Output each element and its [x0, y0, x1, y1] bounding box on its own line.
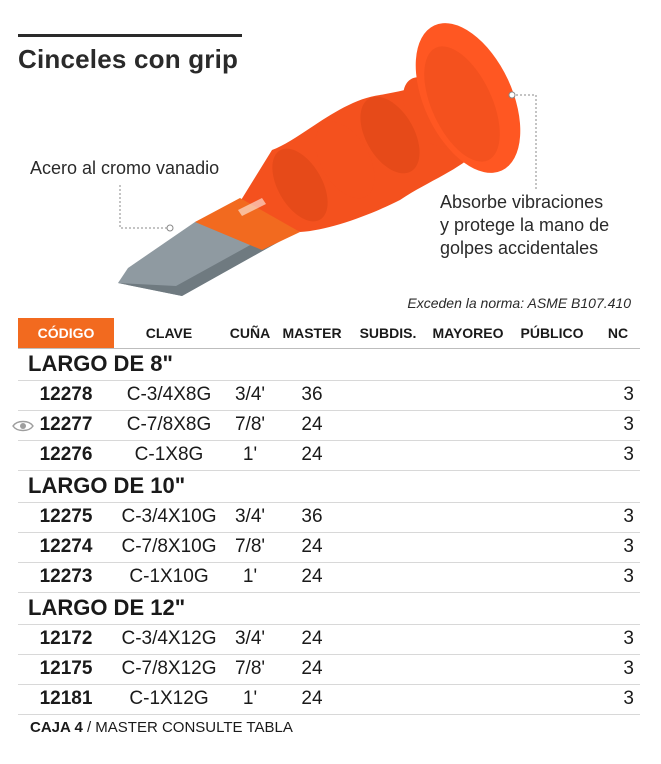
- table-row: [18, 502, 640, 532]
- cell-nc: 3: [596, 410, 640, 440]
- cell-cuna: 3/4': [224, 380, 276, 410]
- group-row: [18, 348, 640, 380]
- cell-cuna: 3/4': [224, 502, 276, 532]
- cell-codigo: 12172: [18, 624, 114, 654]
- cell-clave: C-7/8X10G: [114, 532, 224, 562]
- header-publico: PÚBLICO: [508, 318, 596, 348]
- callout-left-dot: [167, 225, 173, 231]
- cell-codigo: [18, 410, 114, 440]
- cell-clave: C-1X10G: [114, 562, 224, 592]
- cell-publico: [508, 624, 596, 654]
- eye-icon[interactable]: [12, 419, 34, 433]
- cell-master: 24: [276, 532, 348, 562]
- cell-master: 24: [276, 624, 348, 654]
- table-row: [18, 624, 640, 654]
- table-row: [18, 440, 640, 470]
- cell-mayoreo: [428, 684, 508, 714]
- cell-nc: 3: [596, 684, 640, 714]
- cell-codigo: 12276: [18, 440, 114, 470]
- cell-codigo-value: 12277: [39, 414, 93, 435]
- header-nc: NC: [596, 318, 640, 348]
- table-row: [18, 410, 640, 440]
- callout-grip: [440, 191, 650, 260]
- cell-clave: C-1X12G: [114, 684, 224, 714]
- group-label: LARGO DE 12": [18, 592, 640, 624]
- header-cuna: CUÑA: [224, 318, 276, 348]
- cell-master: 24: [276, 684, 348, 714]
- header-clave: CLAVE: [114, 318, 224, 348]
- cell-codigo: 12181: [18, 684, 114, 714]
- callout-left-leader: [120, 185, 170, 228]
- cell-codigo: 12274: [18, 532, 114, 562]
- cell-subdis: [348, 532, 428, 562]
- cell-cuna: 1': [224, 562, 276, 592]
- cell-mayoreo: [428, 562, 508, 592]
- header-master: MASTER: [276, 318, 348, 348]
- callout-grip-line: y protege la mano de: [440, 215, 610, 235]
- group-label: LARGO DE 8": [18, 348, 640, 380]
- cell-master: 36: [276, 502, 348, 532]
- cell-codigo: 12273: [18, 562, 114, 592]
- cell-subdis: [348, 410, 428, 440]
- cell-cuna: 3/4': [224, 624, 276, 654]
- footer-box: CAJA 4: [30, 719, 83, 736]
- cell-subdis: [348, 684, 428, 714]
- cell-nc: 3: [596, 532, 640, 562]
- cell-mayoreo: [428, 624, 508, 654]
- group-row: [18, 470, 640, 502]
- footer-note: [30, 719, 293, 736]
- table-row: [18, 654, 640, 684]
- cell-nc: 3: [596, 562, 640, 592]
- cell-clave: C-3/4X8G: [114, 380, 224, 410]
- cell-publico: [508, 502, 596, 532]
- cell-cuna: 1': [224, 440, 276, 470]
- page-title: Cinceles con grip: [18, 44, 239, 74]
- cell-master: 24: [276, 562, 348, 592]
- cell-clave: C-3/4X12G: [114, 624, 224, 654]
- cell-cuna: 1': [224, 684, 276, 714]
- cell-mayoreo: [428, 654, 508, 684]
- cell-publico: [508, 684, 596, 714]
- cell-mayoreo: [428, 532, 508, 562]
- cell-publico: [508, 440, 596, 470]
- cell-publico: [508, 654, 596, 684]
- cell-publico: [508, 532, 596, 562]
- cell-mayoreo: [428, 380, 508, 410]
- cell-publico: [508, 410, 596, 440]
- table-row: [18, 684, 640, 714]
- header-mayoreo: MAYOREO: [428, 318, 508, 348]
- cell-nc: 3: [596, 380, 640, 410]
- group-label: LARGO DE 10": [18, 470, 640, 502]
- cell-subdis: [348, 502, 428, 532]
- cell-master: 24: [276, 410, 348, 440]
- cell-subdis: [348, 624, 428, 654]
- cell-nc: 3: [596, 654, 640, 684]
- header-codigo: CÓDIGO: [18, 318, 114, 348]
- cell-codigo: 12278: [18, 380, 114, 410]
- cell-subdis: [348, 654, 428, 684]
- cell-clave: C-7/8X12G: [114, 654, 224, 684]
- cell-publico: [508, 380, 596, 410]
- cell-nc: 3: [596, 624, 640, 654]
- cell-clave: C-1X8G: [114, 440, 224, 470]
- callout-material: Acero al cromo vanadio: [30, 158, 220, 178]
- cell-nc: 3: [596, 440, 640, 470]
- cell-clave: C-7/8X8G: [114, 410, 224, 440]
- cell-mayoreo: [428, 410, 508, 440]
- table-header: [18, 318, 640, 348]
- product-table: [18, 318, 640, 715]
- cell-nc: 3: [596, 502, 640, 532]
- cell-master: 24: [276, 654, 348, 684]
- header-subdis: SUBDIS.: [348, 318, 428, 348]
- cell-master: 36: [276, 380, 348, 410]
- norm-note: Exceden la norma: ASME B107.410: [407, 295, 631, 311]
- cell-cuna: 7/8': [224, 532, 276, 562]
- callout-grip-line: Absorbe vibraciones: [440, 192, 604, 212]
- table-row: [18, 380, 640, 410]
- table-row: [18, 562, 640, 592]
- footer-rest: / MASTER CONSULTE TABLA: [82, 719, 293, 736]
- group-row: [18, 592, 640, 624]
- cell-codigo: 12275: [18, 502, 114, 532]
- cell-subdis: [348, 380, 428, 410]
- cell-subdis: [348, 562, 428, 592]
- cell-subdis: [348, 440, 428, 470]
- table-row: [18, 532, 640, 562]
- cell-mayoreo: [428, 440, 508, 470]
- cell-cuna: 7/8': [224, 410, 276, 440]
- cell-cuna: 7/8': [224, 654, 276, 684]
- callout-right-dot: [509, 92, 515, 98]
- cell-codigo: 12175: [18, 654, 114, 684]
- cell-publico: [508, 562, 596, 592]
- cell-mayoreo: [428, 502, 508, 532]
- callout-grip-line: golpes accidentales: [440, 238, 599, 258]
- cell-master: 24: [276, 440, 348, 470]
- cell-clave: C-3/4X10G: [114, 502, 224, 532]
